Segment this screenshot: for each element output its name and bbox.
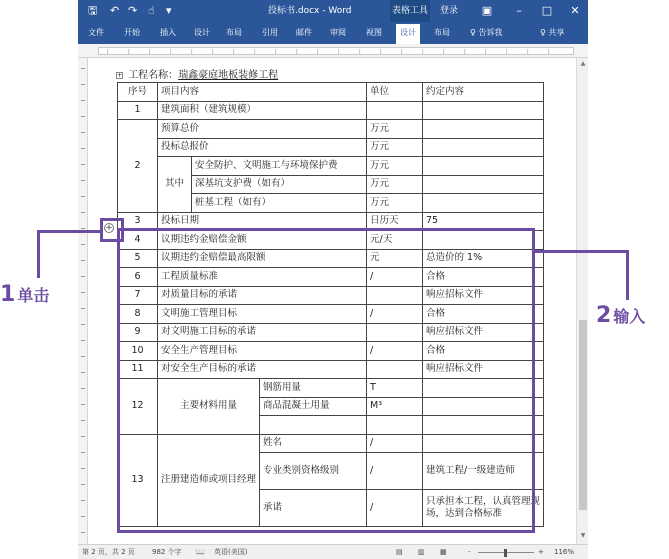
- maximize-icon[interactable]: □: [541, 4, 553, 17]
- cell-unit[interactable]: 元/天: [367, 231, 423, 250]
- tab-insert[interactable]: 插入: [160, 28, 176, 37]
- input-step-text: 输入: [613, 307, 646, 326]
- tab-design[interactable]: 设计: [194, 28, 210, 37]
- cell-no[interactable]: 9: [118, 323, 158, 342]
- vruler-tick: [81, 516, 85, 517]
- ribbon-tabs: [78, 22, 588, 44]
- project-title: [116, 66, 278, 81]
- cell-agreed[interactable]: 只承担本工程，认真管理现场，达到合格标准: [423, 490, 544, 527]
- ruler-tick: |: [485, 49, 487, 55]
- insert-row-icon[interactable]: +: [105, 223, 113, 233]
- cell-unit[interactable]: 万元: [367, 120, 423, 139]
- vertical-scrollbar[interactable]: [576, 58, 588, 544]
- cell-unit[interactable]: /: [367, 268, 423, 287]
- tell-me-search[interactable]: ♀ 告诉我: [470, 28, 503, 37]
- input-step-number: 2: [596, 303, 612, 328]
- cell-no[interactable]: 4: [118, 231, 158, 250]
- cell-no[interactable]: 12: [118, 379, 158, 435]
- cell-agreed[interactable]: 响应招标文件: [423, 286, 544, 305]
- cell-agreed[interactable]: [423, 101, 544, 120]
- tab-home[interactable]: 开始: [124, 28, 140, 37]
- status-bar: [78, 544, 588, 559]
- cell-no[interactable]: 1: [118, 101, 158, 120]
- header-item[interactable]: 项目内容: [158, 83, 367, 102]
- cell-no[interactable]: 11: [118, 360, 158, 379]
- vruler-tick: [81, 84, 85, 85]
- language[interactable]: 英语(美国): [214, 548, 248, 556]
- click-step-number: 1: [0, 282, 16, 307]
- cell-item[interactable]: 注册建造师或项目经理: [158, 434, 260, 527]
- ruler-tick: |: [149, 49, 151, 55]
- table-row: [118, 120, 544, 139]
- cell-agreed[interactable]: [423, 157, 544, 176]
- project-label: 工程名称：: [128, 70, 179, 81]
- cell-item[interactable]: 投标总报价: [158, 138, 367, 157]
- click-callout-line-v: [37, 230, 40, 278]
- cell-item[interactable]: 主要材料用量: [158, 379, 260, 435]
- ruler-tick: |: [212, 49, 214, 55]
- table-header-row: [118, 83, 544, 102]
- ruler-tick: |: [170, 49, 172, 55]
- ruler-tick: |: [233, 49, 235, 55]
- zoom-out-button[interactable]: -: [468, 548, 471, 556]
- vruler-tick: [81, 100, 85, 101]
- title-bar: [78, 0, 588, 22]
- cell-sub-item[interactable]: 姓名: [260, 434, 367, 453]
- cell-no[interactable]: 7: [118, 286, 158, 305]
- touch-mode-icon[interactable]: ☝: [148, 4, 155, 17]
- ruler-tick: |: [443, 49, 445, 55]
- vertical-ruler[interactable]: [78, 58, 88, 544]
- cell-unit[interactable]: /: [367, 453, 423, 490]
- undo-icon[interactable]: ↶: [110, 4, 120, 17]
- ribbon-display-icon[interactable]: ▣: [481, 4, 493, 17]
- ruler-tick: |: [317, 49, 319, 55]
- header-agreed[interactable]: 约定内容: [423, 83, 544, 102]
- header-no[interactable]: 序号: [118, 83, 158, 102]
- scroll-up-icon[interactable]: ▲: [580, 60, 586, 67]
- tab-table-layout[interactable]: 布局: [434, 28, 450, 37]
- horizontal-ruler[interactable]: [78, 44, 588, 58]
- zoom-in-button[interactable]: +: [538, 548, 544, 556]
- cell-item[interactable]: 文明施工管理目标: [158, 305, 367, 324]
- vruler-tick: [81, 388, 85, 389]
- ruler-tick: |: [401, 49, 403, 55]
- table-row: [118, 101, 544, 120]
- table-tools-context-tab: 表格工具: [390, 0, 430, 22]
- vruler-tick: [81, 420, 85, 421]
- vruler-tick: [81, 212, 85, 213]
- share-button[interactable]: ♀ 共享: [540, 28, 565, 37]
- vruler-tick: [81, 308, 85, 309]
- cell-unit[interactable]: /: [367, 305, 423, 324]
- cell-agreed[interactable]: 合格: [423, 268, 544, 287]
- scroll-down-icon[interactable]: ▼: [580, 532, 586, 539]
- cell-sub-item[interactable]: 商品混凝土用量: [260, 397, 367, 416]
- cell-item[interactable]: 对质量目标的承诺: [158, 286, 367, 305]
- vruler-tick: [81, 340, 85, 341]
- cell-agreed[interactable]: [423, 120, 544, 139]
- cell-unit[interactable]: /: [367, 434, 423, 453]
- vruler-tick: [81, 132, 85, 133]
- project-name: 瑞鑫豪庭地板装修工程: [178, 70, 279, 81]
- ruler-tick: |: [338, 49, 340, 55]
- scrollbar-thumb[interactable]: [579, 320, 587, 510]
- customize-toolbar-icon[interactable]: ▾: [166, 4, 172, 17]
- proofing-icon[interactable]: 📖: [196, 548, 205, 556]
- cell-sub-item[interactable]: 承诺: [260, 490, 367, 527]
- document-title: 投标书.docx - Word: [268, 6, 352, 16]
- ruler-tick: |: [422, 49, 424, 55]
- zoom-level[interactable]: 116%: [554, 548, 575, 556]
- vruler-tick: [81, 372, 85, 373]
- ruler-tick: |: [296, 49, 298, 55]
- vruler-tick: [81, 196, 85, 197]
- vruler-tick: [81, 324, 85, 325]
- vruler-tick: [81, 68, 85, 69]
- table-row: [118, 138, 544, 157]
- vruler-tick: [81, 148, 85, 149]
- cell-item[interactable]: 议期违约金赔偿金额: [158, 231, 367, 250]
- ruler-tick: |: [107, 49, 109, 55]
- cell-unit[interactable]: T: [367, 379, 423, 398]
- cell-item[interactable]: 对文明施工目标的承诺: [158, 323, 367, 342]
- save-icon[interactable]: 🖫: [88, 4, 98, 17]
- vruler-tick: [81, 228, 85, 229]
- vruler-tick: [81, 452, 85, 453]
- cell-unit[interactable]: 万元: [367, 138, 423, 157]
- cell-agreed[interactable]: [423, 138, 544, 157]
- cell-item[interactable]: 桩基工程（如有）: [192, 194, 367, 213]
- web-layout-icon[interactable]: ▦: [440, 548, 447, 556]
- page-count[interactable]: 第 2 页，共 2 页: [82, 548, 135, 556]
- input-callout-label: [596, 303, 645, 328]
- cell-no[interactable]: 5: [118, 249, 158, 268]
- click-step-text: 单击: [17, 286, 50, 305]
- tab-references[interactable]: 引用: [262, 28, 278, 37]
- cell-no[interactable]: 13: [118, 434, 158, 527]
- table-row: [118, 157, 544, 176]
- ruler-tick: |: [506, 49, 508, 55]
- cell-no[interactable]: 10: [118, 342, 158, 361]
- cell-agreed[interactable]: 建筑工程/一级建造师: [423, 453, 544, 490]
- tab-review[interactable]: 审阅: [330, 28, 346, 37]
- redo-icon[interactable]: ↷: [128, 4, 138, 17]
- cell-of-which[interactable]: 其中: [158, 157, 192, 213]
- ruler-tick: |: [464, 49, 466, 55]
- cell-unit[interactable]: /: [367, 342, 423, 361]
- vruler-tick: [81, 276, 85, 277]
- cell-agreed[interactable]: [423, 194, 544, 213]
- vruler-tick: [81, 180, 85, 181]
- cell-unit[interactable]: 万元: [367, 175, 423, 194]
- tab-table-design[interactable]: 设计: [396, 24, 420, 44]
- ruler-track: [98, 47, 574, 55]
- read-mode-icon[interactable]: ▤: [396, 548, 403, 556]
- ruler-tick: |: [548, 49, 550, 55]
- vruler-tick: [81, 436, 85, 437]
- vruler-tick: [81, 116, 85, 117]
- ruler-tick: |: [527, 49, 529, 55]
- ruler-tick: |: [128, 49, 130, 55]
- vruler-tick: [81, 356, 85, 357]
- cell-unit[interactable]: 元: [367, 249, 423, 268]
- zoom-slider-thumb[interactable]: [504, 549, 507, 557]
- cell-item[interactable]: 安全生产管理目标: [158, 342, 367, 361]
- ruler-tick: |: [191, 49, 193, 55]
- cell-item[interactable]: 对安全生产目标的承诺: [158, 360, 367, 379]
- vruler-tick: [81, 164, 85, 165]
- cell-item[interactable]: 深基坑支护费（如有）: [192, 175, 367, 194]
- cell-unit[interactable]: /: [367, 490, 423, 527]
- ruler-tick: |: [359, 49, 361, 55]
- vruler-tick: [81, 404, 85, 405]
- vruler-tick: [81, 500, 85, 501]
- vruler-tick: [81, 468, 85, 469]
- input-highlight-box: [117, 228, 535, 533]
- ruler-tick: |: [275, 49, 277, 55]
- cell-item[interactable]: 预算总价: [158, 120, 367, 139]
- click-callout-line-h: [37, 230, 101, 233]
- close-icon[interactable]: ✕: [570, 4, 580, 17]
- cell-unit[interactable]: 万元: [367, 157, 423, 176]
- tab-file[interactable]: 文件: [88, 28, 104, 37]
- tab-layout[interactable]: 布局: [226, 28, 242, 37]
- cell-item[interactable]: 建筑面积（建筑规模）: [158, 101, 367, 120]
- ruler-tick: |: [254, 49, 256, 55]
- cell-no[interactable]: 2: [118, 120, 158, 213]
- cell-agreed[interactable]: 合格: [423, 305, 544, 324]
- cell-unit[interactable]: 日历天: [367, 212, 423, 231]
- cell-unit[interactable]: M³: [367, 397, 423, 416]
- cell-no[interactable]: 6: [118, 268, 158, 287]
- click-callout-label: [0, 282, 49, 307]
- ruler-tick: |: [380, 49, 382, 55]
- cell-agreed[interactable]: 合格: [423, 342, 544, 361]
- vruler-tick: [81, 292, 85, 293]
- cell-item[interactable]: 议期违约金赔偿最高限额: [158, 249, 367, 268]
- cell-unit[interactable]: [367, 101, 423, 120]
- cell-item[interactable]: 工程质量标准: [158, 268, 367, 287]
- tab-mailings[interactable]: 邮件: [296, 28, 312, 37]
- cell-item[interactable]: 投标日期: [158, 212, 367, 231]
- cell-no[interactable]: 8: [118, 305, 158, 324]
- cell-sub-item[interactable]: 钢筋用量: [260, 379, 367, 398]
- input-callout-line-v: [626, 250, 629, 300]
- tab-view[interactable]: 视图: [366, 28, 382, 37]
- vruler-tick: [81, 260, 85, 261]
- vruler-tick: [81, 484, 85, 485]
- cell-agreed[interactable]: 响应招标文件: [423, 360, 544, 379]
- minimize-icon[interactable]: –: [516, 4, 522, 17]
- cell-agreed[interactable]: 总造价的 1%: [423, 249, 544, 268]
- input-callout-line-h: [535, 250, 629, 253]
- cell-no[interactable]: 3: [118, 212, 158, 231]
- header-unit[interactable]: 单位: [367, 83, 423, 102]
- cell-item[interactable]: 安全防护、文明施工与环境保护费: [192, 157, 367, 176]
- cell-sub-item[interactable]: 专业类别资格级别: [260, 453, 367, 490]
- cell-agreed[interactable]: 75: [423, 212, 544, 231]
- vruler-tick: [81, 244, 85, 245]
- vruler-tick: [81, 532, 85, 533]
- login-button[interactable]: 登录: [440, 6, 459, 16]
- word-count[interactable]: 982 个字: [152, 548, 182, 556]
- cell-agreed[interactable]: 响应招标文件: [423, 323, 544, 342]
- print-layout-icon[interactable]: ▥: [418, 548, 425, 556]
- cell-unit[interactable]: 万元: [367, 194, 423, 213]
- cell-agreed[interactable]: [423, 175, 544, 194]
- table-move-handle-icon[interactable]: +: [117, 72, 123, 79]
